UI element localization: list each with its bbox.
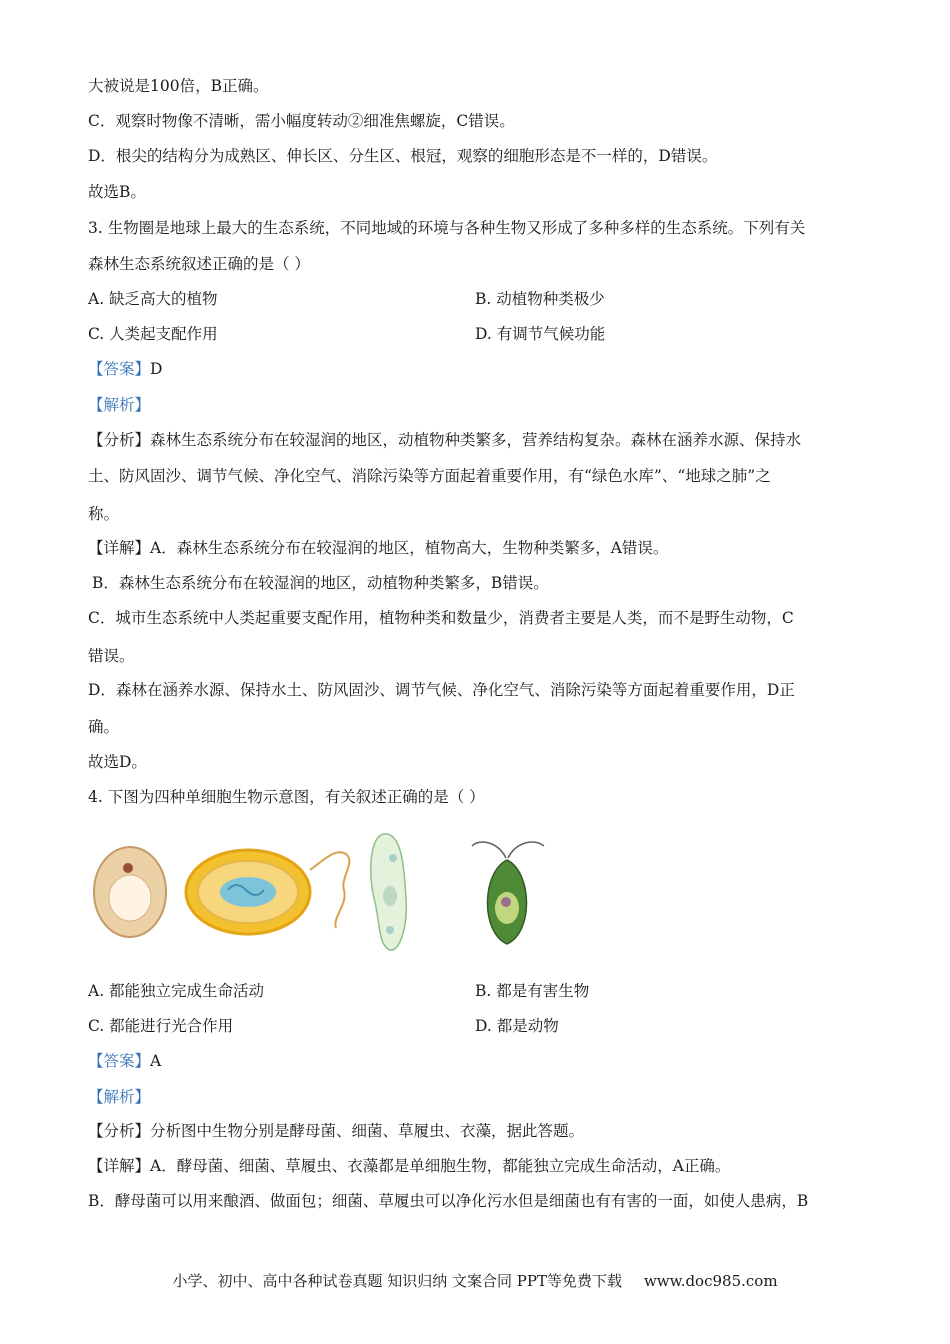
option-d: D. 有调节气候功能 [475,325,606,343]
text-line: D．根尖的结构分为成熟区、伸长区、分生区、根冠，观察的细胞形态是不一样的，D错误。 [88,147,718,165]
chlamydomonas-image [472,842,544,944]
option-d: D. 都是动物 [475,1017,559,1035]
xiangjie-tag: 【详解】 [88,539,151,557]
xiangjie-line [88,538,668,558]
analysis-tag [88,395,150,415]
text-line: B．森林生态系统分布在较湿润的地区，动植物种类繁多，B错误。 [92,574,549,592]
bacterium-image [186,850,349,934]
answer-value: A [150,1052,162,1070]
option-a: A. 都能独立完成生命活动 [88,982,265,1000]
fenxi-tag: 【分析】 [88,431,151,449]
text-line: 大被说是100倍，B正确。 [88,77,269,95]
option-c: C. 人类起支配作用 [88,325,218,343]
footer [0,1270,950,1291]
xiangjie-text: A．酵母菌、细菌、草履虫、衣藻都是单细胞生物，都能独立完成生命活动，A正确。 [150,1157,731,1175]
text-line: B．酵母菌可以用来酿酒、做面包；细菌、草履虫可以净化污水但是细菌也有有害的一面，如使人患病，B [88,1192,809,1210]
text-line: 错误。 [88,647,135,665]
text-line: 称。 [88,505,120,523]
paramecium-image [371,834,406,950]
fenxi-line [88,1121,584,1141]
question-3-stem: 3. 生物圈是地球上最大的生态系统，不同地域的环境与各种生物又形成了多种多样的生态系统。下列有关 [88,219,806,237]
xiangjie-text: A．森林生态系统分布在较湿润的地区，植物高大，生物种类繁多，A错误。 [150,539,669,557]
answer-line [88,1051,161,1071]
text-line: C．城市生态系统中人类起重要支配作用，植物种类和数量少，消费者主要是人类，而不是野生动物，C [88,609,794,627]
fenxi-tag: 【分析】 [88,1122,151,1140]
question-4-stem: 4. 下图为四种单细胞生物示意图，有关叙述正确的是（ ） [88,788,485,806]
text-line: 故选D。 [88,753,147,771]
analysis-tag-text: 【解析】 [88,1088,151,1106]
footer-site-link[interactable]: www.doc985.com [643,1272,778,1290]
answer-tag: 【答案】 [88,360,151,378]
fenxi-text: 森林生态系统分布在较湿润的地区，动植物种类繁多，营养结构复杂。森林在涵养水源、保持水 [150,431,802,449]
text-line: C．观察时物像不清晰，需小幅度转动②细准焦螺旋，C错误。 [88,112,515,130]
question-3-stem: 森林生态系统叙述正确的是（ ） [88,255,310,273]
text-line: 故选B。 [88,183,146,201]
footer-text: 小学、初中、高中各种试卷真题 知识归纳 文案合同 PPT等免费下载 [172,1272,622,1290]
xiangjie-line [88,1156,730,1176]
yeast-cell-image [94,847,166,937]
xiangjie-tag: 【详解】 [88,1157,151,1175]
answer-line [88,359,162,379]
option-b: B. 动植物种类极少 [475,290,605,308]
analysis-tag [88,1087,150,1107]
option-c: C. 都能进行光合作用 [88,1017,234,1035]
answer-value: D [150,360,163,378]
option-a: A. 缺乏高大的植物 [88,290,218,308]
text-line: D．森林在涵养水源、保持水土、防风固沙、调节气候、净化空气、消除污染等方面起着重要作用，D正 [88,681,795,699]
analysis-tag-text: 【解析】 [88,396,151,414]
text-line: 确。 [88,718,120,736]
fenxi-text: 分析图中生物分别是酵母菌、细菌、草履虫、衣藻，据此答题。 [150,1122,585,1140]
text-line: 土、防风固沙、调节气候、净化空气、消除污染等方面起着重要作用，有“绿色水库”、“地球之肺”之 [88,467,771,485]
cell-illustrations [88,828,568,958]
option-b: B. 都是有害生物 [475,982,590,1000]
fenxi-line [88,430,801,450]
answer-tag: 【答案】 [88,1052,151,1070]
